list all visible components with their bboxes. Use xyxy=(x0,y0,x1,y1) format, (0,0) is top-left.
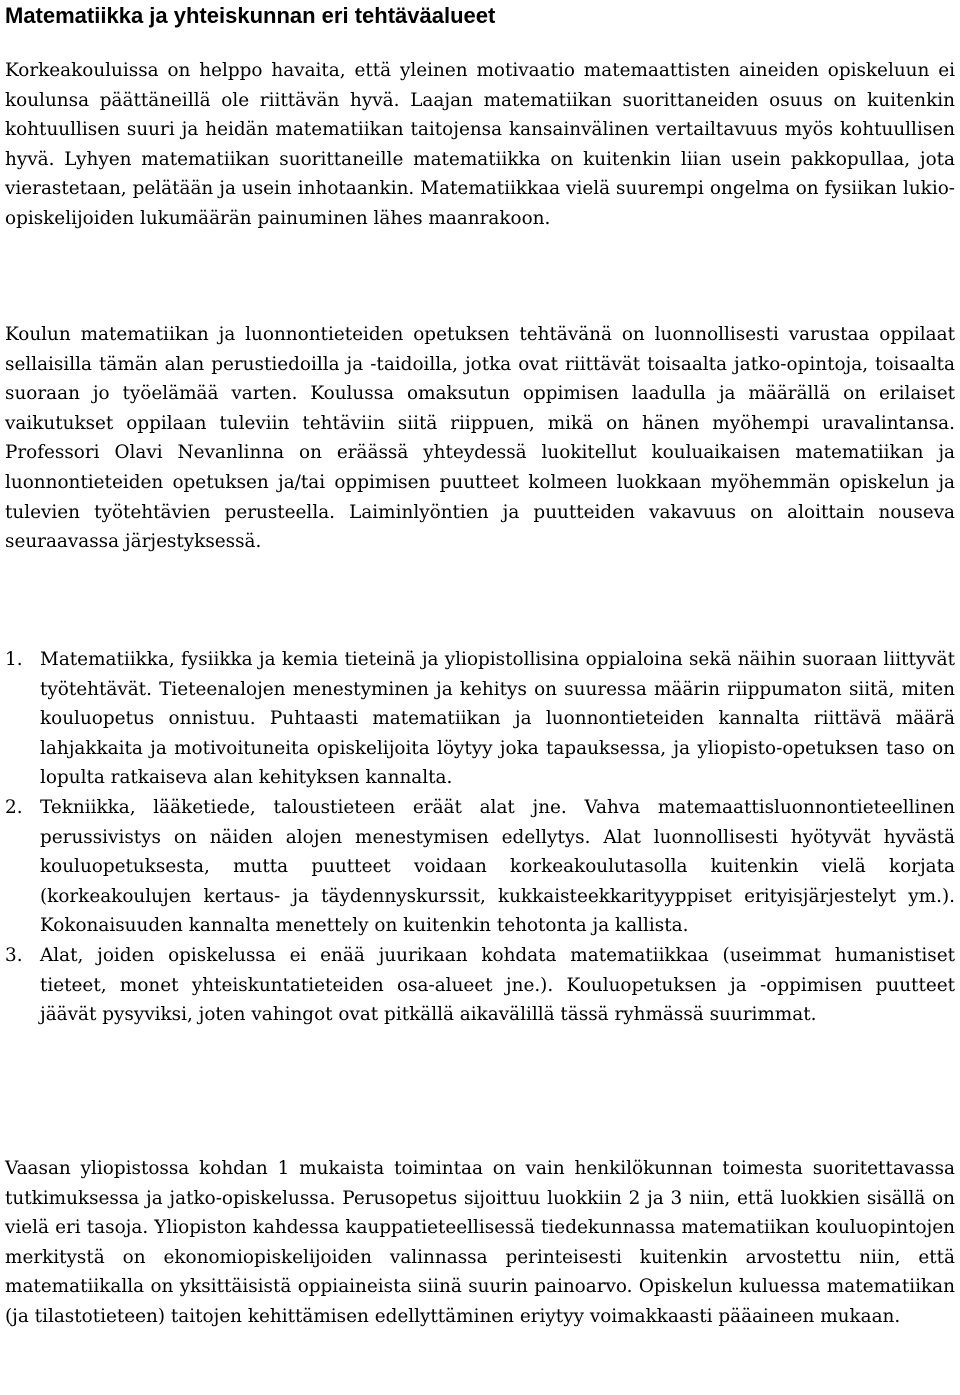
list-item xyxy=(5,793,955,941)
list-item-text: Alat, joiden opiskelussa ei enää juurikaan kohdata matematiikkaa (useimmat humanistiset tieteet, monet yhteiskuntatieteiden osa-alueet jne.). Kouluopetuksen ja -oppimisen puutteet jäävät pysyviksi, joten vahingot ovat pitkällä aikavälillä tässä ryhmässä suurimmat. xyxy=(40,944,955,1026)
list-item-text: Matematiikka, fysiikka ja kemia tieteinä ja yliopistollisina oppialoina sekä näihin suoraan liittyvät työtehtävät. Tieteenalojen menestyminen ja kehitys on suuressa määrin riippumaton siitä, miten kouluopetus onnistuu. Puhtaasti matematiikan ja luonnontieteiden kannalta riittävä määrä lahjakkaita ja motivoituneita opiskelijoita löytyy joka tapauksessa, ja yliopisto-opetuksen taso on lopulta ratkaiseva alan kehityksen kannalta. xyxy=(40,649,955,789)
numbered-list xyxy=(5,645,955,1030)
list-item-text: Tekniikka, lääketiede, taloustieteen eräät alat jne. Vahva matemaattisluonnontieteellinen perussivistys on näiden alojen menestymisen edellytys. Alat luonnollisesti hyötyvät hyvästä kouluopetuksesta, mutta puutteet voidaan korkeakoulutasolla kuitenkin vielä korjata (korkeakoulujen kertaus- ja täydennyskurssit, kukkaisteekkarityyppiset erityisjärjestelyt ym.). Kokonaisuuden kannalta menettely on kuitenkin tehotonta ja kallista. xyxy=(40,796,955,937)
list-item xyxy=(5,941,955,1030)
list-item-number: 1. xyxy=(5,649,23,670)
list-item-number: 3. xyxy=(5,944,23,966)
paragraph-vaasa-university: Vaasan yliopistossa kohdan 1 mukaista toimintaa on vain henkilökunnan toimesta suoritettavassa tutkimuksessa ja jatko-opiskelussa. Perusopetus sijoittuu luokkiin 2 ja 3 niin, että luokkien sisällä on vielä eri tasoja. Yliopiston kahdessa kauppatieteellisessä tiedekunnassa matematiikan kouluopintojen merkitystä on ekonomiopiskelijoiden valinnassa perinteisesti kuitenkin arvostettu niin, että matematiikalla on yksittäisistä oppiaineista siinä suurin painoarvo. Opiskelun kuluessa matematiikan (ja tilastotieteen) taitojen kehittämisen edellyttäminen eriytyy voimakkaasti pääaineen mukaan. xyxy=(5,1158,955,1327)
list-item xyxy=(5,645,955,793)
list-item-number: 2. xyxy=(5,796,23,818)
document-heading: Matematiikka ja yhteiskunnan eri tehtäväalueet xyxy=(5,3,496,28)
paragraph-school-teaching: Koulun matematiikan ja luonnontieteiden opetuksen tehtävänä on luonnollisesti varustaa oppilaat sellaisilla tämän alan perustiedoilla ja -taidoilla, jotka ovat riittävät toisaalta jatko-opintoja, toisaalta suoraan jo työelämää varten. Koulussa omaksutun oppimisen laadulla ja määrällä on erilaiset vaikutukset oppilaan tuleviin tehtäviin siitä riippuen, mikä on hänen myöhempi uravalintansa. Professori Olavi Nevanlinna on eräässä yhteydessä luokitellut kouluaikaisen matematiikan ja luonnontieteiden opetuksen ja/tai oppimisen puutteet kolmeen luokkaan myöhemmän opiskelun ja tulevien työtehtävien perusteella. Laiminlyöntien ja puutteiden vakavuus on aloittain nouseva seuraavassa järjestyksessä. xyxy=(5,324,955,553)
paragraph-motivation: Korkeakouluissa on helppo havaita, että yleinen motivaatio matemaattisten aineiden opiskeluun ei koulunsa päättäneillä ole riittävän hyvä. Laajan matematiikan suorittaneiden osuus on kuitenkin kohtuullisen suuri ja heidän matematiikan taitojensa kansainvälinen vertailtavuus myös kohtuullisen hyvä. Lyhyen matematiikan suorittaneille matematiikka on kuitenkin liian usein pakkopullaa, jota vierastetaan, pelätään ja usein inhotaankin. Matematiikkaa vielä suurempi ongelma on fysiikan lukio-opiskelijoiden lukumäärän painuminen lähes maanrakoon. xyxy=(5,60,955,229)
